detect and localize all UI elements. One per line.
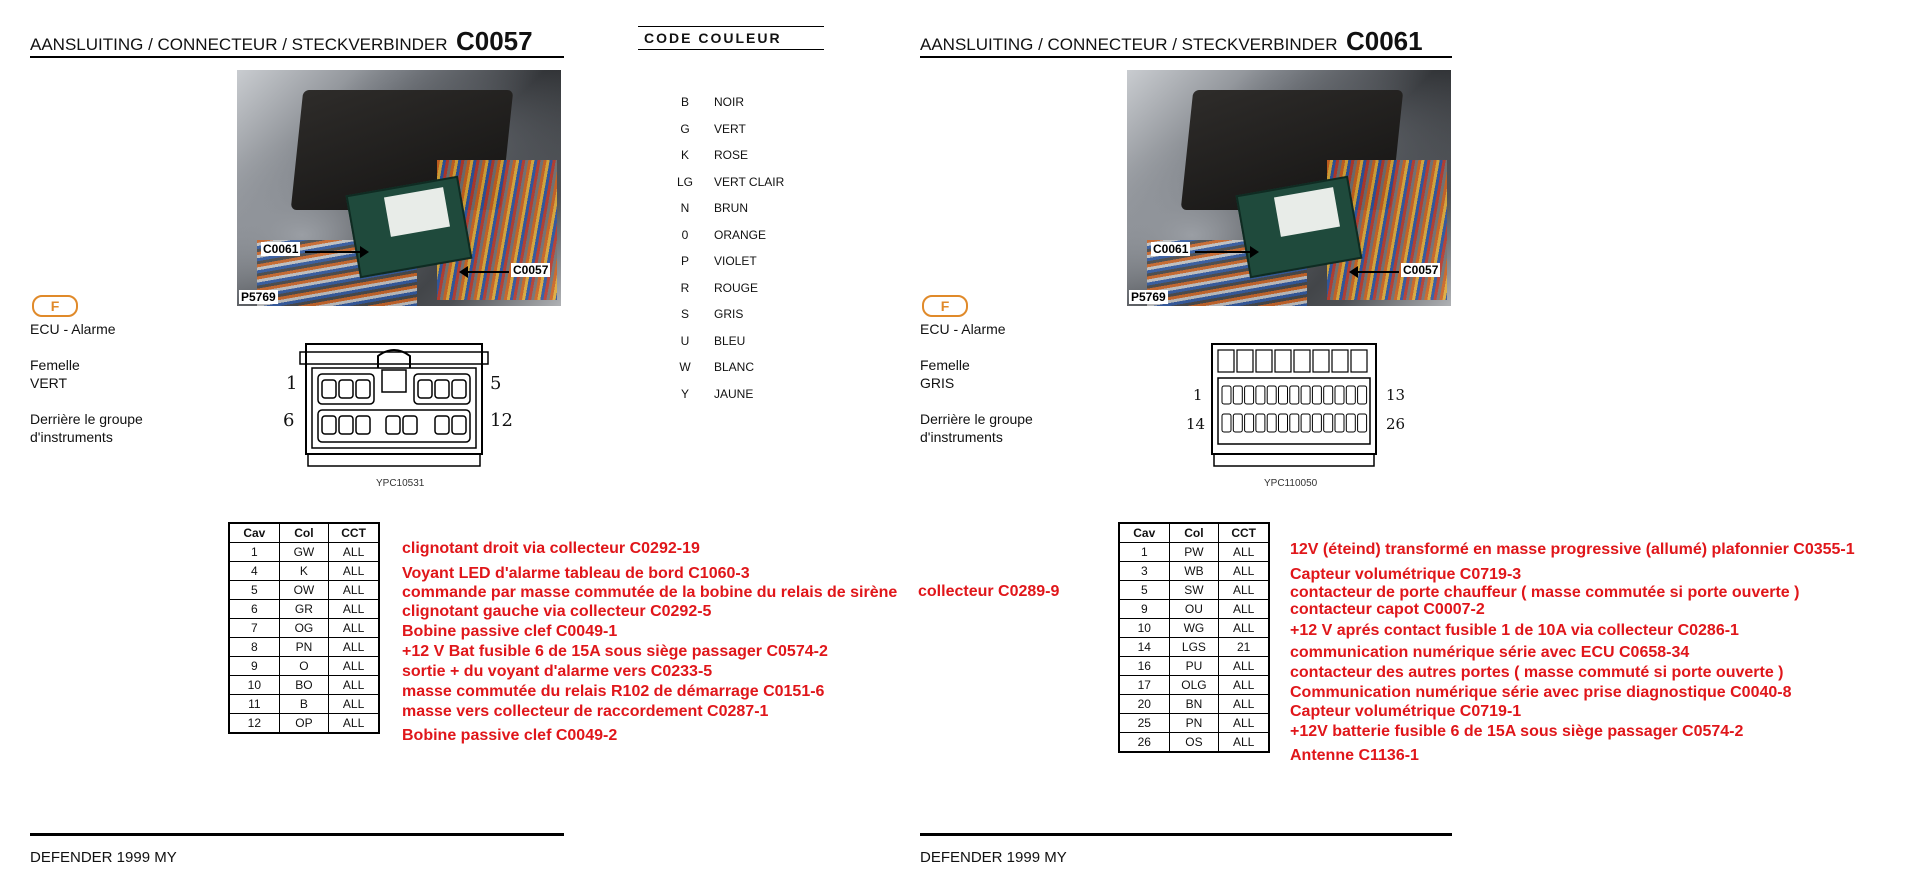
left-photo-tag-c0061: C0061 (263, 242, 299, 256)
table-cell-cct: ALL (1219, 543, 1269, 562)
right-header-code: C0061 (1345, 26, 1423, 56)
table-row (229, 638, 379, 657)
left-info-gender: Femelle (30, 357, 80, 373)
table-cell-cav: 9 (1119, 600, 1169, 619)
color-code-abbrev: Y (680, 386, 689, 401)
color-code-abbrev: P (680, 254, 689, 268)
table-row (1119, 562, 1269, 581)
row-description: sortie + du voyant d'alarme vers C0233-5 (402, 663, 713, 680)
row-description: contacteur des autres portes ( masse commuté si porte ouverte ) (1290, 664, 1784, 681)
table-cell-cct: ALL (1219, 581, 1269, 600)
table-row (229, 676, 379, 695)
row-description: Voyant LED d'alarme tableau de bord C1060-3 (402, 565, 750, 582)
table-cell-cav: 1 (1119, 543, 1169, 562)
table-cell-cct: ALL (329, 581, 379, 600)
table-cell-cct: ALL (329, 676, 379, 695)
table-cell-cav: 26 (1119, 733, 1169, 753)
table-cell-cct: ALL (1219, 619, 1269, 638)
table-cell-col: WB (1169, 562, 1219, 581)
table-cell-cct: ALL (329, 714, 379, 734)
right-cavity-table (1118, 522, 1270, 753)
table-row (1119, 676, 1269, 695)
row-description: +12 V aprés contact fusible 1 de 10A via collecteur C0286-1 (1290, 622, 1739, 639)
color-code-name: GRIS (714, 307, 744, 321)
table-cell-col: SW (1169, 581, 1219, 600)
table-cell-cct: ALL (329, 695, 379, 714)
color-code-abbrev: LG (676, 174, 693, 189)
table-cell-cav: 11 (229, 695, 279, 714)
table-row (1119, 600, 1269, 619)
right-col-header-cav: Cav (1119, 523, 1169, 543)
table-cell-cct: ALL (1219, 657, 1269, 676)
row-description: +12 V Bat fusible 6 de 15A sous siège passager C0574-2 (402, 643, 828, 660)
table-cell-cav: 10 (229, 676, 279, 695)
table-cell-cct: ALL (1219, 562, 1269, 581)
row-description: masse commutée du relais R102 de démarrage C0151-6 (402, 683, 825, 700)
table-row (229, 581, 379, 600)
row-description: contacteur de porte chauffeur ( masse commutée si porte ouverte ) (1290, 584, 1800, 601)
table-cell-cav: 10 (1119, 619, 1169, 638)
color-code-name: JAUNE (714, 386, 754, 401)
left-connector-ref: YPC10531 (376, 478, 425, 489)
table-row (229, 657, 379, 676)
table-cell-cav: 5 (229, 581, 279, 600)
table-cell-cav: 6 (229, 600, 279, 619)
left-info-ecu: ECU - Alarme (30, 321, 116, 337)
left-footer: DEFENDER 1999 MY (30, 849, 177, 866)
left-col-header-cct: CCT (329, 523, 379, 543)
right-info-location-1: Derrière le groupe (920, 411, 1033, 427)
left-header (30, 26, 564, 58)
left-overflow-desc: collecteur C0289-9 (918, 583, 1060, 600)
right-header-label: AANSLUITING / CONNECTEUR / STECKVERBINDER (920, 35, 1338, 54)
table-row (1119, 581, 1269, 600)
table-cell-col: K (279, 562, 329, 581)
left-photo-arrow-right (305, 251, 361, 253)
row-description: 12V (éteind) transformé en masse progressive (allumé) plafonnier C0355-1 (1290, 541, 1855, 558)
right-pin-label-13: 13 (1386, 386, 1406, 404)
table-cell-col: PN (1169, 714, 1219, 733)
left-pin-label-6: 6 (283, 410, 295, 431)
row-description: communication numérique série avec ECU C0658-34 (1290, 644, 1690, 661)
right-connector-ref: YPC110050 (1264, 478, 1318, 489)
color-code-abbrev: G (680, 121, 690, 136)
right-header (920, 26, 1452, 58)
right-footer-line (920, 833, 1452, 836)
table-cell-cav: 3 (1119, 562, 1169, 581)
color-code-abbrev: S (680, 307, 689, 321)
table-row (1119, 638, 1269, 657)
row-description: Bobine passive clef C0049-1 (402, 623, 618, 640)
table-row (229, 695, 379, 714)
table-cell-cct: 21 (1219, 638, 1269, 657)
color-code-name: VIOLET (714, 254, 757, 268)
left-footer-line (30, 833, 564, 836)
table-cell-cav: 16 (1119, 657, 1169, 676)
table-cell-cav: 20 (1119, 695, 1169, 714)
row-description: Communication numérique série avec prise diagnostique C0040-8 (1290, 684, 1792, 701)
table-cell-col: O (279, 657, 329, 676)
right-col-header-cct: CCT (1219, 523, 1269, 543)
left-info-color: VERT (30, 375, 68, 391)
row-description: clignotant gauche via collecteur C0292-5 (402, 603, 712, 620)
color-code-abbrev: U (680, 333, 690, 348)
color-code-title: CODE COULEUR (638, 26, 824, 50)
left-pin-label-12: 12 (490, 410, 513, 431)
table-row (1119, 733, 1269, 753)
table-cell-cct: ALL (1219, 600, 1269, 619)
color-code-abbrev: 0 (681, 227, 689, 242)
left-info-location-1: Derrière le groupe (30, 411, 143, 427)
left-pin-label-1: 1 (286, 373, 298, 394)
table-row (1119, 695, 1269, 714)
table-cell-col: OS (1169, 733, 1219, 753)
table-row (1119, 619, 1269, 638)
left-info-location-2: d'instruments (30, 429, 113, 445)
table-row (1119, 543, 1269, 562)
table-cell-cct: ALL (1219, 733, 1269, 753)
left-photo-tag-c0057: C0057 (513, 263, 549, 277)
color-code-name: VERT (714, 121, 746, 136)
right-photo-arrow-right (1195, 251, 1251, 253)
color-code-name: VERT CLAIR (714, 174, 785, 189)
table-cell-cct: ALL (329, 543, 379, 562)
right-info-ecu: ECU - Alarme (920, 321, 1006, 337)
table-row (229, 714, 379, 734)
left-photo-arrow-left (467, 271, 509, 273)
table-cell-col: OU (1169, 600, 1219, 619)
left-connector-diagram (298, 338, 490, 474)
table-cell-col: OP (279, 714, 329, 734)
table-cell-col: BO (279, 676, 329, 695)
left-header-code: C0057 (455, 26, 533, 56)
table-cell-cct: ALL (1219, 676, 1269, 695)
color-code-abbrev: B (680, 95, 689, 109)
table-cell-cav: 8 (229, 638, 279, 657)
table-cell-col: OW (279, 581, 329, 600)
table-cell-cct: ALL (329, 619, 379, 638)
table-cell-cav: 25 (1119, 714, 1169, 733)
row-description: Capteur volumétrique C0719-3 (1290, 566, 1522, 583)
table-row (229, 619, 379, 638)
table-cell-col: PW (1169, 543, 1219, 562)
table-cell-cav: 14 (1119, 638, 1169, 657)
table-cell-cct: ALL (1219, 695, 1269, 714)
right-pin-label-14: 14 (1186, 415, 1206, 433)
left-header-label: AANSLUITING / CONNECTEUR / STECKVERBINDER (30, 35, 448, 54)
table-cell-cct: ALL (329, 562, 379, 581)
table-cell-cav: 4 (229, 562, 279, 581)
row-description: contacteur capot C0007-2 (1290, 601, 1485, 618)
color-code-name: ORANGE (714, 227, 767, 242)
row-description: masse vers collecteur de raccordement C0287-1 (402, 703, 769, 720)
right-f-badge: F (922, 295, 968, 317)
color-code-name: BLANC (714, 360, 755, 374)
row-description: +12V batterie fusible 6 de 15A sous siège passager C0574-2 (1290, 723, 1744, 740)
right-pin-label-1: 1 (1193, 386, 1203, 404)
table-cell-col: B (279, 695, 329, 714)
table-row (229, 543, 379, 562)
left-col-header-col: Col (279, 523, 329, 543)
table-cell-cct: ALL (329, 600, 379, 619)
right-photo-tag-c0061: C0061 (1153, 242, 1189, 256)
row-description: commande par masse commutée de la bobine du relais de sirène (402, 584, 898, 601)
color-code-abbrev: N (680, 201, 690, 215)
table-cell-col: OLG (1169, 676, 1219, 695)
left-cavity-table (228, 522, 380, 734)
right-info-location-2: d'instruments (920, 429, 1003, 445)
left-photo-ref: P5769 (241, 290, 276, 304)
right-footer: DEFENDER 1999 MY (920, 849, 1067, 866)
table-cell-cav: 9 (229, 657, 279, 676)
right-info-gender: Femelle (920, 357, 970, 373)
table-row (1119, 657, 1269, 676)
table-cell-cav: 12 (229, 714, 279, 734)
right-photo (1127, 70, 1451, 306)
table-row (229, 600, 379, 619)
color-code-name: BRUN (714, 201, 749, 215)
color-code-name: ROUGE (714, 280, 759, 295)
right-connector-diagram (1204, 338, 1384, 474)
color-code-abbrev: K (680, 148, 689, 162)
left-photo (237, 70, 561, 306)
table-cell-cav: 7 (229, 619, 279, 638)
table-cell-cct: ALL (1219, 714, 1269, 733)
right-photo-ref: P5769 (1131, 290, 1166, 304)
row-description: Bobine passive clef C0049-2 (402, 727, 618, 744)
left-pin-label-5: 5 (490, 373, 502, 394)
table-row (229, 562, 379, 581)
right-col-header-col: Col (1169, 523, 1219, 543)
left-f-badge: F (32, 295, 78, 317)
table-row (1119, 714, 1269, 733)
table-cell-cav: 1 (229, 543, 279, 562)
color-code-name: BLEU (714, 333, 746, 348)
table-cell-col: PU (1169, 657, 1219, 676)
table-cell-col: GR (279, 600, 329, 619)
row-description: Antenne C1136-1 (1290, 747, 1419, 764)
table-cell-col: OG (279, 619, 329, 638)
table-cell-col: WG (1169, 619, 1219, 638)
right-photo-tag-c0057: C0057 (1403, 263, 1439, 277)
right-info (920, 320, 1033, 446)
table-cell-col: BN (1169, 695, 1219, 714)
table-cell-cav: 17 (1119, 676, 1169, 695)
color-code-name: ROSE (714, 148, 749, 162)
table-cell-cct: ALL (329, 638, 379, 657)
table-cell-col: GW (279, 543, 329, 562)
table-cell-col: PN (279, 638, 329, 657)
right-info-color: GRIS (920, 375, 955, 391)
right-pin-label-26: 26 (1386, 415, 1406, 433)
table-cell-cav: 5 (1119, 581, 1169, 600)
table-cell-cct: ALL (329, 657, 379, 676)
color-code-abbrev: R (680, 280, 690, 295)
left-info (30, 320, 143, 446)
row-description: Capteur volumétrique C0719-1 (1290, 703, 1522, 720)
color-code-name: NOIR (714, 95, 744, 109)
left-col-header-cav: Cav (229, 523, 279, 543)
right-photo-arrow-left (1357, 271, 1399, 273)
table-cell-col: LGS (1169, 638, 1219, 657)
color-code-abbrev: W (679, 360, 691, 374)
row-description: clignotant droit via collecteur C0292-19 (402, 540, 700, 557)
